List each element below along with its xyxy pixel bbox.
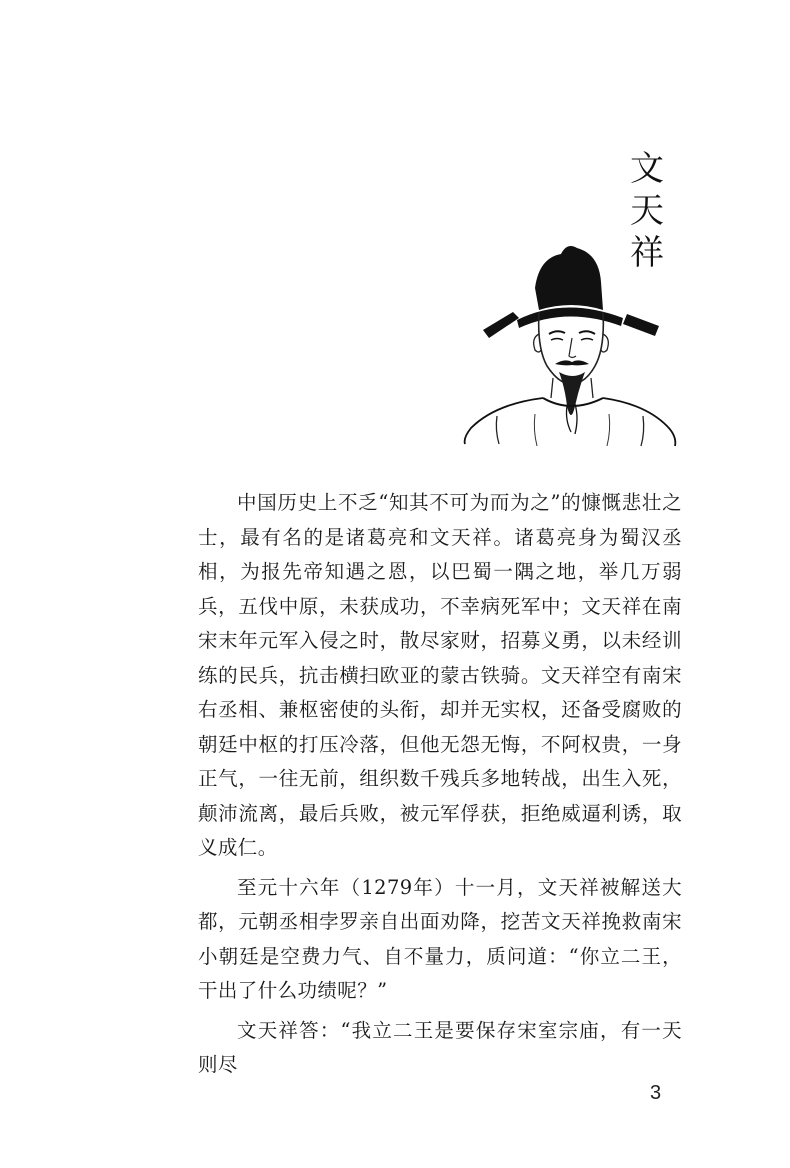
hat-wing-left	[483, 312, 519, 338]
title-char: 祥	[630, 233, 664, 273]
hat-wing-right	[623, 314, 659, 336]
face-outline	[539, 312, 604, 384]
robe-right	[603, 398, 675, 446]
paragraph: 至元十六年（1279年）十一月，文天祥被解送大都，元朝丞相孛罗亲自出面劝降，挖苦文天祥挽救南宋小朝廷是空费力气、自不量力，质问道：“你立二王，干出了什么功绩呢？”	[198, 875, 682, 1002]
hat-band	[517, 307, 623, 328]
moustache	[555, 360, 589, 365]
hat-crown	[535, 246, 603, 310]
portrait-illustration	[455, 238, 685, 448]
title-char: 文	[630, 149, 664, 189]
title-char: 天	[630, 191, 664, 231]
beard	[559, 372, 585, 415]
page-number: 3	[650, 1082, 662, 1104]
body-text	[198, 486, 682, 1088]
paragraph: 中国历史上不乏“知其不可为而为之”的慷慨悲壮之士，最有名的是诸葛亮和文天祥。诸葛亮身为蜀汉丞相，为报先帝知遇之恩，以巴蜀一隅之地，举几万弱兵，五伐中原，未获成功，不幸病死军中；文天祥在南宋末年元军入侵之时，散尽家财，招募义勇，以未经训练的民兵，抗击横扫欧亚的蒙古铁骑。文天祥空有南宋右丞相、兼枢密使的头衔，却并无实权，还备受腐败的朝廷中枢的打压冷落，但他无怨无悔，不阿权贵，一身正气，一往无前，组织数千残兵多地转战，出生入死，颠沛流离，最后兵败，被元军俘获，拒绝威逼利诱，取义成仁。	[198, 491, 682, 859]
robe-left	[465, 398, 543, 444]
paragraph: 文天祥答：“我立二王是要保存宋室宗庙，有一天则尽	[198, 1018, 682, 1076]
